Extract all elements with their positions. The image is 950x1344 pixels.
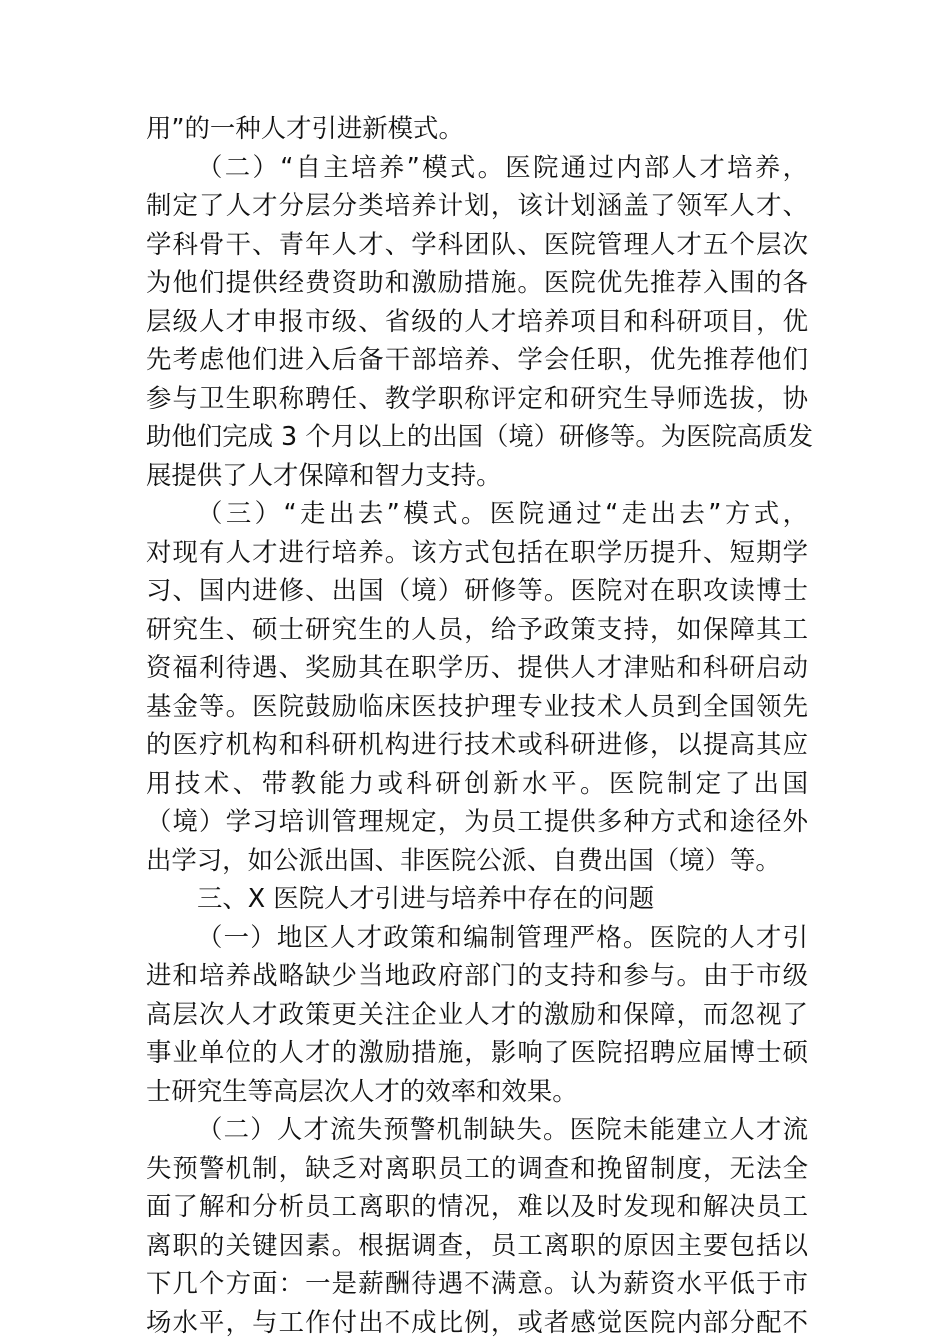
text-line-29: 面了解和分析员工离职的情况，难以及时发现和解决员工 xyxy=(146,1191,808,1221)
text-line-22: （一）地区人才政策和编制管理严格。医院的人才引 xyxy=(197,921,808,952)
text-line-28: 失预警机制，缺乏对离职员工的调查和挽留制度，无法全 xyxy=(146,1152,808,1183)
text-line-3: 制定了人才分层分类培养计划，该计划涵盖了领军人才、 xyxy=(146,190,808,220)
text-line-8: 参与卫生职称聘任、教学职称评定和研究生导师选拔，协 xyxy=(146,382,808,413)
text-line-27: （二）人才流失预警机制缺失。医院未能建立人才流 xyxy=(197,1114,808,1144)
text-line-11: （三）“走出去”模式。医院通过“走出去”方式， xyxy=(197,498,808,528)
text-line-26: 士研究生等高层次人才的效率和效果。 xyxy=(146,1075,578,1106)
text-line-12: 对现有人才进行培养。该方式包括在职学历提升、短期学 xyxy=(146,536,808,567)
text-line-9: 助他们完成 3 个月以上的出国（境）研修等。为医院高质发 xyxy=(146,421,814,451)
document-body xyxy=(146,109,814,1341)
text-line-25: 事业单位的人才的激励措施，影响了医院招聘应届博士硕 xyxy=(146,1037,808,1067)
text-line-31: 下几个方面：一是薪酬待遇不满意。认为薪资水平低于市 xyxy=(146,1268,808,1298)
text-line-17: 的医疗机构和科研机构进行技术或科研进修，以提高其应 xyxy=(146,729,808,759)
text-line-19: （境）学习培训管理规定，为员工提供多种方式和途径外 xyxy=(146,806,808,836)
text-line-7: 先考虑他们进入后备干部培养、学会任职，优先推荐他们 xyxy=(146,344,808,374)
text-line-20: 出学习，如公派出国、非医院公派、自费出国（境）等。 xyxy=(146,844,781,875)
section-heading: 三、X 医院人才引进与培养中存在的问题 xyxy=(197,883,655,913)
text-line-15: 资福利待遇、奖励其在职学历、提供人才津贴和科研启动 xyxy=(146,652,808,682)
text-line-5: 为他们提供经费资助和激励措施。医院优先推荐入围的各 xyxy=(146,267,808,297)
text-line-18: 用技术、带教能力或科研创新水平。医院制定了出国 xyxy=(146,767,808,798)
text-line-10: 展提供了人才保障和智力支持。 xyxy=(146,459,502,490)
text-line-4: 学科骨干、青年人才、学科团队、医院管理人才五个层次 xyxy=(146,228,808,259)
text-line-32: 场水平，与工作付出不成比例，或者感觉医院内部分配不 xyxy=(146,1306,808,1337)
text-line-30: 离职的关键因素。根据调查，员工离职的原因主要包括以 xyxy=(146,1229,808,1260)
text-line-6: 层级人才申报市级、省级的人才培养项目和科研项目，优 xyxy=(146,305,808,336)
text-line-14: 研究生、硕士研究生的人员，给予政策支持，如保障其工 xyxy=(146,613,808,644)
text-line-16: 基金等。医院鼓励临床医技护理专业技术人员到全国领先 xyxy=(146,690,808,721)
text-line-1: 用”的一种人才引进新模式。 xyxy=(146,113,464,143)
text-line-23: 进和培养战略缺少当地政府部门的支持和参与。由于市级 xyxy=(146,960,808,990)
text-line-2: （二）“自主培养”模式。医院通过内部人才培养， xyxy=(197,151,808,182)
text-line-24: 高层次人才政策更关注企业人才的激励和保障，而忽视了 xyxy=(146,998,808,1029)
text-line-13: 习、国内进修、出国（境）研修等。医院对在职攻读博士 xyxy=(146,575,808,605)
